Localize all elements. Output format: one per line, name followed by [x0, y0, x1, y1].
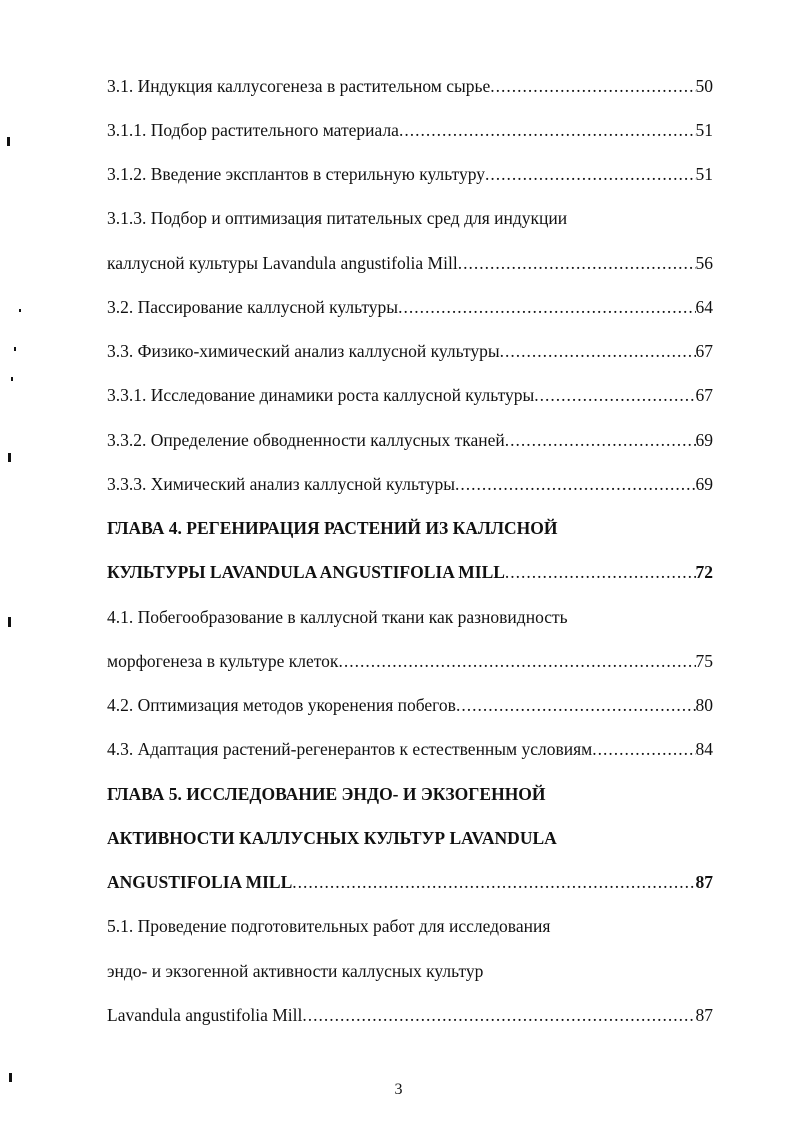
- toc-line-9: [107, 427, 713, 453]
- toc-text: 3.1.2. Введение эксплантов в стерильную культуру: [107, 164, 485, 184]
- dot-leader: [500, 338, 696, 364]
- toc-text: 3.2. Пассирование каллусной культуры: [107, 297, 399, 317]
- dot-leader: [338, 648, 695, 674]
- toc-text: 3.3. Физико-химический анализ каллусной культуры: [107, 341, 500, 361]
- toc-line-3: [107, 161, 713, 187]
- page-number: 3: [394, 1081, 403, 1098]
- toc-page-number: 50: [695, 76, 713, 96]
- scan-mark: [14, 347, 16, 351]
- dot-leader: [490, 73, 695, 99]
- toc-text: эндо- и экзогенной активности каллусных культур: [107, 961, 484, 981]
- toc-line-4: [107, 205, 713, 231]
- scan-mark: [19, 309, 21, 312]
- toc-chapter-heading: [107, 825, 713, 851]
- dot-leader: [398, 294, 695, 320]
- toc-line-21: [107, 958, 713, 984]
- toc-text: 3.1.3. Подбор и оптимизация питательных сред для индукции: [107, 208, 568, 228]
- dot-leader: [505, 559, 696, 585]
- dot-leader: [399, 117, 696, 143]
- toc-page-number: 69: [695, 430, 713, 450]
- scan-mark: [7, 137, 10, 146]
- toc-text: каллусной культуры Lavandula angustifolia Mill: [107, 253, 458, 273]
- dot-leader: [302, 1002, 695, 1028]
- dot-leader: [292, 869, 695, 895]
- dot-leader: [592, 736, 695, 762]
- toc-page-number: 72: [695, 562, 713, 582]
- toc-page-number: 80: [695, 695, 713, 715]
- toc-line-8: [107, 382, 713, 408]
- toc-page-number: 69: [695, 474, 713, 494]
- dot-leader: [456, 692, 696, 718]
- toc-page-number: 87: [695, 872, 713, 892]
- toc-line-22: [107, 1002, 713, 1028]
- toc-chapter-heading: [107, 781, 713, 807]
- toc-line-2: [107, 117, 713, 143]
- toc-text: 3.3.2. Определение обводненности каллусных тканей: [107, 430, 505, 450]
- toc-chapter-heading: [107, 869, 713, 895]
- scan-mark: [9, 1073, 12, 1082]
- toc-text: ГЛАВА 4. РЕГЕНИРАЦИЯ РАСТЕНИЙ ИЗ КАЛЛСНОЙ: [107, 518, 558, 538]
- dot-leader: [455, 471, 696, 497]
- toc-page-number: 64: [695, 297, 713, 317]
- dot-leader: [505, 427, 696, 453]
- dot-leader: [458, 250, 696, 276]
- toc-line-10: [107, 471, 713, 497]
- scan-mark: [11, 377, 13, 381]
- toc-line-14: [107, 648, 713, 674]
- toc-text: АКТИВНОСТИ КАЛЛУСНЫХ КУЛЬТУР LAVANDULA: [107, 828, 557, 848]
- toc-text: КУЛЬТУРЫ LAVANDULA ANGUSTIFOLIA MILL: [107, 562, 505, 582]
- toc-text: 4.2. Оптимизация методов укоренения побегов: [107, 695, 456, 715]
- toc-text: 4.1. Побегообразование в каллусной ткани как разновидность: [107, 607, 568, 627]
- toc-line-16: [107, 736, 713, 762]
- toc-line-6: [107, 294, 713, 320]
- toc-text: 3.3.1. Исследование динамики роста каллусной культуры: [107, 385, 535, 405]
- toc-chapter-heading: [107, 559, 713, 585]
- toc-line-13: [107, 604, 713, 630]
- toc-line-5: [107, 250, 713, 276]
- toc-line-20: [107, 913, 713, 939]
- toc-page-number: 51: [695, 164, 713, 184]
- scan-mark: [8, 453, 11, 462]
- toc-text: 5.1. Проведение подготовительных работ для исследования: [107, 916, 551, 936]
- toc-line-7: [107, 338, 713, 364]
- toc-page-number: 67: [695, 385, 713, 405]
- toc-page-number: 51: [695, 120, 713, 140]
- toc-text: ГЛАВА 5. ИССЛЕДОВАНИЕ ЭНДО- И ЭКЗОГЕННОЙ: [107, 784, 546, 804]
- toc-text: ANGUSTIFOLIA MILL: [107, 872, 293, 892]
- toc-text: Lavandula angustifolia Mill: [107, 1005, 303, 1025]
- toc-line-1: [107, 73, 713, 99]
- dot-leader: [534, 382, 695, 408]
- scan-mark: [8, 617, 11, 627]
- toc-page-number: 87: [695, 1005, 713, 1025]
- toc-text: 3.1.1. Подбор растительного материала: [107, 120, 399, 140]
- dot-leader: [485, 161, 696, 187]
- toc-page-number: 56: [695, 253, 713, 273]
- toc-text: 3.1. Индукция каллусогенеза в растительном сырье: [107, 76, 491, 96]
- toc-chapter-heading: [107, 515, 713, 541]
- toc-text: 3.3.3. Химический анализ каллусной культуры: [107, 474, 455, 494]
- toc-page-number: 67: [695, 341, 713, 361]
- toc-text: морфогенеза в культуре клеток: [107, 651, 339, 671]
- toc-line-15: [107, 692, 713, 718]
- toc-page-number: 84: [695, 739, 713, 759]
- toc-page-number: 75: [695, 651, 713, 671]
- toc-text: 4.3. Адаптация растений-регенерантов к естественным условиям: [107, 739, 593, 759]
